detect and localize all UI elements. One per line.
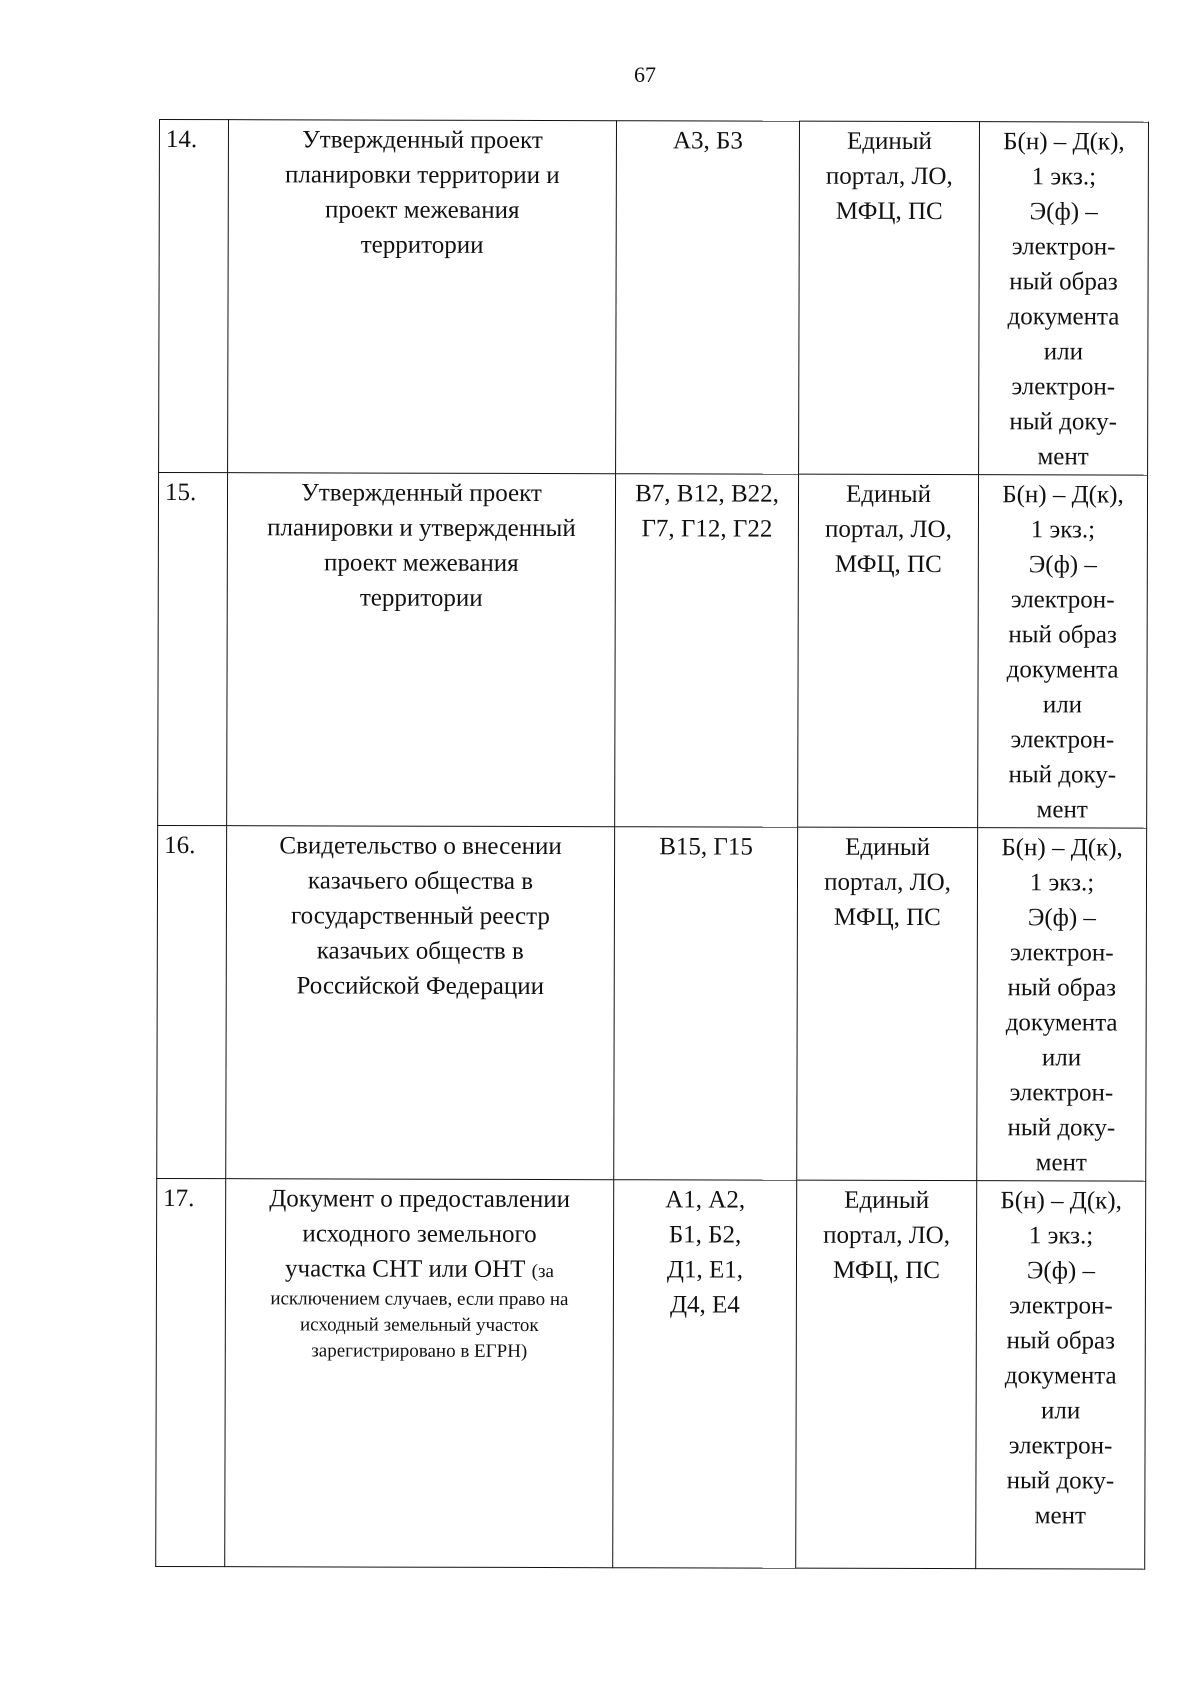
source-line: Единый [846,480,932,509]
document-name-main: участка СНТ или ОНТ [284,1255,526,1283]
row-number-cell: 15. [158,473,228,826]
document-name-line: Российской Федерации [296,972,545,1001]
codes-line: Д1, Е1, [666,1256,744,1284]
form-cell [977,828,1147,1181]
form-line: ный образ [1008,621,1117,649]
codes-cell [613,1180,797,1568]
document-name-note: (за [531,1260,554,1283]
form-line: документа [1006,656,1119,684]
form-line: ный доку- [1007,1114,1116,1142]
source-line: Единый [844,1186,930,1215]
form-line: или [1043,338,1084,366]
document-name-line: казачьего общества в [307,867,534,895]
form-line: мент [1036,796,1088,824]
form-line: мент [1037,443,1089,471]
form-line: электрон- [1011,233,1116,261]
source-cell [796,1180,977,1568]
document-name-cell [228,120,617,474]
form-line: ный доку- [1009,408,1118,436]
form-line: ный образ [1007,974,1117,1002]
page-number: 67 [634,62,656,87]
form-line: ный доку- [1006,1467,1115,1495]
form-line: или [1040,1397,1081,1425]
codes-line: В7, В12, В22, [635,480,779,508]
document-name-line: проект межевания [324,196,520,224]
form-line: документа [1005,1009,1118,1037]
codes-line: А3, Б3 [672,127,743,155]
document-name-line: планировки и утвержденный [267,514,576,543]
form-line: Э(ф) – [1029,198,1098,226]
source-line: МФЦ, ПС [834,550,942,579]
source-cell [797,827,978,1180]
source-line: портал, ЛО, [823,1221,951,1250]
document-note-line: исходный земельный участок [299,1314,539,1336]
document-name-line: казачьих обществ в [316,937,524,965]
form-line: Э(ф) – [1027,904,1096,932]
document-name-line: Утвержденный проект [301,479,542,508]
form-line: электрон- [1009,1079,1114,1107]
form-cell [976,1181,1146,1569]
form-line: Б(н) – Д(к), [1003,128,1125,156]
form-line: Э(ф) – [1028,551,1097,579]
form-line: электрон- [1009,939,1114,967]
form-line: 1 экз.; [1029,869,1095,897]
codes-line: Б1, Б2, [668,1221,742,1249]
document-name-line: территории [360,231,484,259]
table-row [156,1178,1146,1569]
source-cell [799,121,980,474]
source-line: МФЦ, ПС [835,197,943,226]
document-name-line: территории [359,584,483,612]
source-cell [798,474,979,827]
row-number-cell: 16. [157,825,227,1178]
document-name-line: Документ о предоставлении [269,1185,571,1214]
source-line: портал, ЛО, [824,868,951,897]
codes-line: В15, Г15 [659,833,753,861]
document-name-line: исходного земельного [302,1220,537,1248]
table-row [157,825,1147,1181]
form-line: документа [1007,303,1120,331]
document-name-cell [225,1179,614,1568]
table-row [158,473,1148,829]
form-line: Э(ф) – [1026,1257,1096,1285]
form-cell [979,122,1149,475]
row-number-cell: 17. [156,1178,226,1566]
document-name-line: планировки территории и [284,161,560,190]
document-name-line: Свидетельство о внесении [279,832,562,861]
form-line: мент [1035,1149,1087,1177]
form-line: электрон- [1010,586,1115,614]
source-line: МФЦ, ПС [832,1256,940,1285]
codes-line: Г7, Г12, Г22 [641,515,773,543]
source-line: Единый [845,833,931,862]
form-line: мент [1034,1502,1086,1530]
document-name-line: государственный реестр [290,902,550,931]
source-line: портал, ЛО, [825,162,953,191]
document-name-line [232,1251,607,1287]
form-line: ный образ [1009,268,1118,296]
document-note-line: зарегистрировано в ЕГРН) [311,1340,528,1362]
form-line: электрон- [1010,726,1115,754]
codes-cell [615,474,799,827]
document-name-line: Утвержденный проект [302,126,543,155]
codes-cell [616,121,800,474]
row-number-cell: 14. [159,120,229,473]
table-row [159,120,1149,476]
form-line: Б(н) – Д(к), [1000,1187,1122,1215]
form-line: Б(н) – Д(к), [1002,481,1124,509]
form-line: документа [1004,1362,1117,1390]
form-line: ный доку- [1008,761,1117,789]
document-note-line: исключением случаев, если право на [270,1288,569,1311]
document-name-cell [226,826,615,1180]
form-line: 1 экз.; [1028,1222,1094,1250]
codes-line: Д4, Е4 [669,1291,740,1319]
form-cell [978,475,1148,828]
form-line: или [1042,691,1083,719]
codes-cell [614,827,798,1180]
source-line: портал, ЛО, [824,515,952,544]
form-line: электрон- [1011,373,1116,401]
form-line: ный образ [1006,1327,1116,1355]
document-name-line: проект межевания [324,549,519,577]
form-line: или [1041,1044,1082,1072]
source-line: МФЦ, ПС [833,903,941,932]
form-line: Б(н) – Д(к), [1001,834,1123,862]
codes-line: А1, А2, [665,1186,746,1214]
form-line: электрон- [1009,1292,1113,1320]
form-line: электрон- [1008,1432,1113,1460]
document-name-cell [227,473,616,827]
form-line: 1 экз.; [1030,516,1096,544]
documents-table [155,119,1149,1570]
form-line: 1 экз.; [1031,163,1097,191]
source-line: Единый [846,127,932,156]
